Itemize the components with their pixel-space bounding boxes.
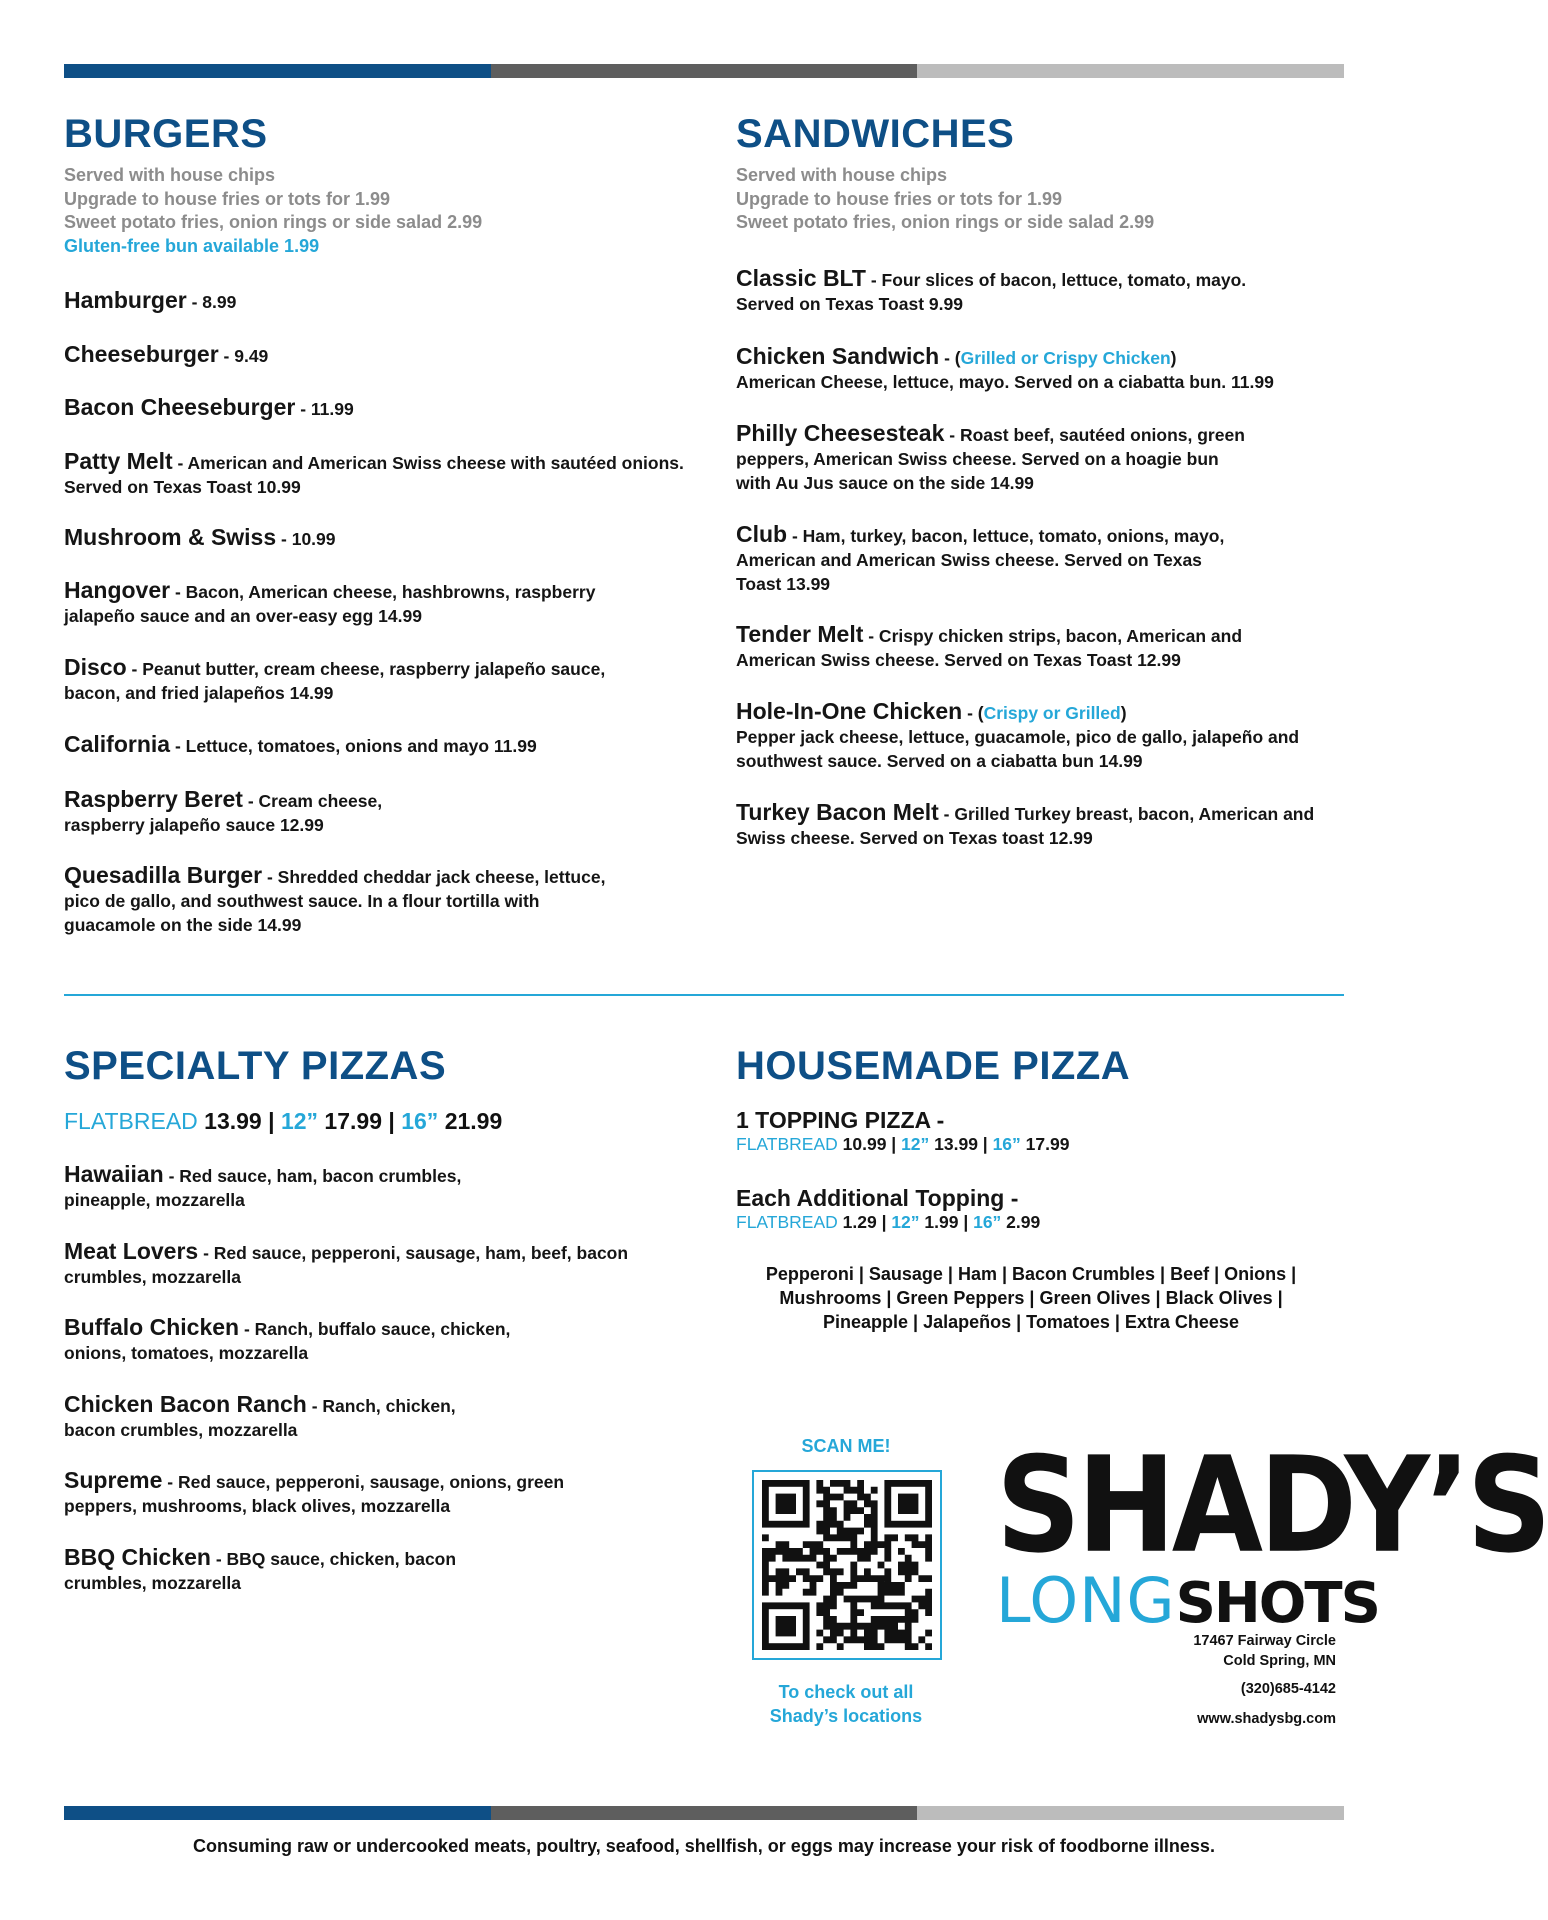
item-name: Chicken Sandwich xyxy=(736,343,940,369)
size-16-price: 17.99 xyxy=(1020,1134,1070,1154)
item-name: Hangover xyxy=(64,577,171,603)
item-name: Mushroom & Swiss xyxy=(64,524,277,550)
item-name: Hole-In-One Chicken xyxy=(736,698,963,724)
item-name: Patty Melt xyxy=(64,448,173,474)
item-desc: - Grilled Turkey breast, bacon, American and Swiss cheese. Served on Texas toast 12.99 xyxy=(736,804,1315,848)
item-desc: - Ranch, chicken, bacon crumbles, mozzarella xyxy=(64,1396,456,1440)
item-desc: - 10.99 xyxy=(276,529,336,549)
item-desc: - Red sauce, pepperoni, sausage, ham, beef, bacon crumbles, mozzarella xyxy=(64,1243,629,1287)
menu-item xyxy=(64,342,704,368)
menu-item xyxy=(736,344,1356,394)
housemade-pizza-title: HOUSEMADE PIZZA xyxy=(736,1044,1131,1088)
menu-item xyxy=(736,699,1356,773)
item-desc: - 9.49 xyxy=(218,346,269,366)
item-name: Classic BLT xyxy=(736,265,866,291)
sandwiches-title: SANDWICHES xyxy=(736,112,1015,156)
item-desc: - Lettuce, tomatoes, onions and mayo 11.99 xyxy=(170,736,537,756)
item-desc: - Crispy chicken strips, bacon, American and American Swiss cheese. Served on Texas Toast 12.99 xyxy=(736,626,1243,670)
item-option: Crispy or Grilled xyxy=(983,703,1121,723)
menu-item xyxy=(64,863,634,937)
item-desc: - BBQ sauce, chicken, bacon crumbles, mozzarella xyxy=(64,1549,457,1593)
item-name: Cheeseburger xyxy=(64,341,219,367)
size-16-label: 16” xyxy=(401,1108,439,1134)
menu-item xyxy=(64,787,444,837)
menu-item xyxy=(64,525,704,551)
menu-item xyxy=(64,288,704,314)
menu-item xyxy=(64,1392,494,1442)
gluten-free-note: Gluten-free bun available 1.99 xyxy=(64,235,320,256)
item-desc: - Peanut butter, cream cheese, raspberry jalapeño sauce, bacon, and fried jalapeños 14.99 xyxy=(64,659,606,703)
menu-item xyxy=(64,395,704,421)
burgers-title: BURGERS xyxy=(64,112,268,156)
item-name: Tender Melt xyxy=(736,621,864,647)
menu-item xyxy=(736,522,1236,596)
item-desc: - Red sauce, pepperoni, sausage, onions, green peppers, mushrooms, black olives, mozzarella xyxy=(64,1472,565,1516)
item-name: Hawaiian xyxy=(64,1161,164,1187)
item-name: Turkey Bacon Melt xyxy=(736,799,939,825)
qr-code-icon xyxy=(762,1480,932,1650)
top-color-bar xyxy=(64,64,1344,78)
item-desc: - American and American Swiss cheese with sautéed onions. Served on Texas Toast 10.99 xyxy=(64,453,684,497)
size-16-label: 16” xyxy=(992,1134,1021,1154)
flatbread-price: 13.99 | xyxy=(197,1108,281,1134)
size-12-price: 17.99 | xyxy=(318,1108,402,1134)
menu-item xyxy=(736,421,1246,495)
flatbread-label: FLATBREAD xyxy=(736,1212,838,1232)
flatbread-price: 10.99 | xyxy=(837,1134,902,1154)
menu-item xyxy=(736,800,1346,850)
item-name: Each Additional Topping - xyxy=(736,1185,1019,1211)
menu-item xyxy=(64,1545,464,1595)
toppings-line: Pepperoni | Sausage | Ham | Bacon Crumbles | Beef | Onions | xyxy=(765,1264,1297,1284)
item-desc: - Shredded cheddar jack cheese, lettuce, pico de gallo, and southwest sauce. In a flour tortilla with guacamole on the side 14.99 xyxy=(64,867,606,935)
website-link[interactable]: www.shadysbg.com xyxy=(1197,1711,1336,1727)
item-desc: - Ham, turkey, bacon, lettuce, tomato, onions, mayo, American and American Swiss cheese. Served on Texas Toast 13.99 xyxy=(736,526,1225,594)
burgers-note: Sweet potato fries, onion rings or side salad 2.99 xyxy=(64,212,483,232)
menu-item xyxy=(64,1468,584,1518)
item-pre: - ( xyxy=(962,703,984,723)
size-16-price: 21.99 xyxy=(438,1108,503,1134)
bottom-color-bar xyxy=(64,1806,1344,1820)
specialty-pizzas-section xyxy=(64,1044,684,1593)
sandwiches-section xyxy=(736,112,1356,848)
menu-item xyxy=(64,1315,564,1365)
food-safety-disclaimer: Consuming raw or undercooked meats, poultry, seafood, shellfish, or eggs may increase your risk of foodborne illness. xyxy=(193,1836,1215,1856)
sandwiches-note: Served with house chips xyxy=(736,165,948,185)
item-post: ) xyxy=(1120,703,1127,723)
burgers-section xyxy=(64,112,684,935)
size-12-price: 13.99 | xyxy=(929,1134,993,1154)
burgers-note: Upgrade to house fries or tots for 1.99 xyxy=(64,188,391,209)
scan-caption-line: To check out all xyxy=(778,1682,914,1702)
item-name: Bacon Cheeseburger xyxy=(64,394,296,420)
size-12-label: 12” xyxy=(901,1134,930,1154)
item-name: California xyxy=(64,731,171,757)
toppings-line: Pineapple | Jalapeños | Tomatoes | Extra Cheese xyxy=(823,1312,1239,1332)
item-name: Buffalo Chicken xyxy=(64,1314,240,1340)
menu-item xyxy=(64,655,664,705)
item-desc: - Roast beef, sautéed onions, green peppers, American Swiss cheese. Served on a hoagie bun with Au Jus sauce on the side 14.99 xyxy=(736,425,1245,493)
size-12-price: 1.99 | xyxy=(919,1212,974,1232)
phone-number: (320)685-4142 xyxy=(1240,1681,1336,1697)
burgers-note: Served with house chips xyxy=(64,165,276,185)
item-name: Philly Cheesesteak xyxy=(736,420,945,446)
logo-shadys: SHADY’S xyxy=(996,1427,1548,1583)
item-desc: - Bacon, American cheese, hashbrowns, raspberry jalapeño sauce and an over-easy egg 14.99 xyxy=(64,582,596,626)
item-desc: American Cheese, lettuce, mayo. Served on a ciabatta bun. 11.99 xyxy=(736,372,1274,392)
scan-caption xyxy=(740,1680,952,1728)
flatbread-label: FLATBREAD xyxy=(736,1134,838,1154)
item-desc: - Four slices of bacon, lettuce, tomato, mayo. Served on Texas Toast 9.99 xyxy=(736,270,1247,314)
item-name: Raspberry Beret xyxy=(64,786,243,812)
menu-item xyxy=(64,578,664,628)
item-name: Supreme xyxy=(64,1467,163,1493)
logo-shots: SHOTS xyxy=(1175,1571,1379,1636)
item-post: ) xyxy=(1170,348,1177,368)
item-name: Meat Lovers xyxy=(64,1238,199,1264)
item-name: Disco xyxy=(64,654,127,680)
qr-code[interactable] xyxy=(752,1470,942,1660)
item-option: Grilled or Crispy Chicken xyxy=(960,348,1171,368)
item-name: Quesadilla Burger xyxy=(64,862,263,888)
item-name: BBQ Chicken xyxy=(64,1544,211,1570)
menu-item xyxy=(736,266,1296,316)
housemade-pizza-section xyxy=(736,1044,1356,1232)
section-divider xyxy=(64,994,1344,996)
item-name: 1 TOPPING PIZZA - xyxy=(736,1107,945,1133)
size-12-label: 12” xyxy=(891,1212,920,1232)
item-desc: - Ranch, buffalo sauce, chicken, onions, tomatoes, mozzarella xyxy=(64,1319,511,1363)
size-16-price: 2.99 xyxy=(1001,1212,1041,1232)
menu-item xyxy=(736,622,1316,672)
size-16-label: 16” xyxy=(973,1212,1002,1232)
item-desc: Pepper jack cheese, lettuce, guacamole, pico de gallo, jalapeño and southwest sauce. Served on a ciabatta bun 14.99 xyxy=(736,727,1300,771)
menu-item xyxy=(64,732,704,758)
one-topping-pizza xyxy=(736,1108,1376,1156)
scan-caption-line: Shady’s locations xyxy=(769,1706,923,1726)
sandwiches-note: Sweet potato fries, onion rings or side salad 2.99 xyxy=(736,212,1155,232)
item-pre: - ( xyxy=(939,348,961,368)
specialty-prices xyxy=(64,1106,684,1136)
menu-item xyxy=(64,449,694,499)
item-desc: - Red sauce, ham, bacon crumbles, pineapple, mozzarella xyxy=(64,1166,462,1210)
item-desc: - 8.99 xyxy=(186,292,237,312)
item-name: Club xyxy=(736,521,788,547)
item-desc: - Cream cheese, raspberry jalapeño sauce 12.99 xyxy=(64,791,383,835)
size-12-label: 12” xyxy=(280,1108,319,1134)
address-street: 17467 Fairway Circle xyxy=(1193,1633,1336,1649)
item-desc: - 11.99 xyxy=(295,399,354,419)
sandwiches-note: Upgrade to house fries or tots for 1.99 xyxy=(736,188,1063,209)
logo-long: LONG xyxy=(996,1564,1176,1637)
scan-me-label: SCAN ME! xyxy=(801,1436,891,1456)
item-name: Chicken Bacon Ranch xyxy=(64,1391,307,1417)
flatbread-label: FLATBREAD xyxy=(64,1108,198,1134)
specialty-pizzas-title: SPECIALTY PIZZAS xyxy=(64,1044,447,1088)
menu-item xyxy=(64,1162,524,1212)
toppings-list xyxy=(736,1262,1326,1334)
toppings-line: Mushrooms | Green Peppers | Green Olives | Black Olives | xyxy=(779,1288,1283,1308)
address-city: Cold Spring, MN xyxy=(1223,1653,1336,1669)
additional-topping xyxy=(736,1186,1376,1234)
menu-item xyxy=(64,1239,654,1289)
flatbread-price: 1.29 | xyxy=(837,1212,892,1232)
item-name: Hamburger xyxy=(64,287,187,313)
